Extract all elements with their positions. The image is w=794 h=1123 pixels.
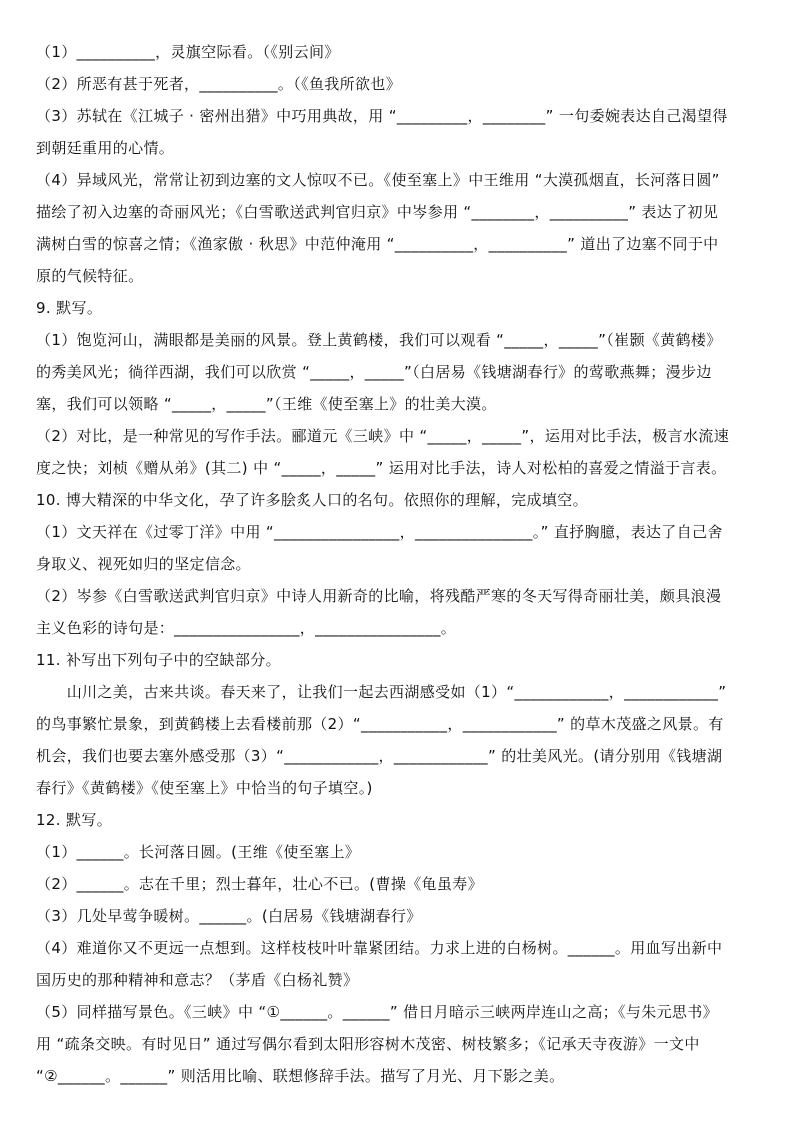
question-heading: 9. 默写。 xyxy=(36,299,103,317)
text-line: （2）______。志在千里；烈士暮年，壮心不已。(曹操《龟虽寿》 xyxy=(36,875,483,893)
text-line: 的秀美风光；徜徉西湖，我们可以欣赏 “_____，_____”（白居易《钱塘湖春行》的莺歌燕舞；漫步边 xyxy=(36,363,712,381)
text-line: （3）几处早莺争暖树。______。(白居易《钱塘湖春行》 xyxy=(36,907,422,925)
text-line: 用 “疏条交映。有时见日” 通过写偶尔看到太阳形容树木茂密、树枝繁多；《记承天寺夜游》一文中 xyxy=(36,1035,700,1053)
text-line: 描绘了初入边塞的奇丽风光；《白雪歌送武判官归京》中岑参用 “________，__________” 表达了初见 xyxy=(36,203,719,221)
text-line: （3）苏轼在《江城子 · 密州出猎》中巧用典故，用 “_________，________” 一句委婉表达自己渴望得 xyxy=(36,107,728,125)
text-line: 原的气候特征。 xyxy=(36,267,144,285)
text-line: 国历史的那种精神和意志？（茅盾《白杨礼赞》 xyxy=(36,971,359,989)
text-line: （4）异域风光，常常让初到边塞的文人惊叹不已。《使至塞上》中王维用 “大漠孤烟直，长河落日圆” xyxy=(36,171,720,189)
text-line: 塞，我们可以领略 “_____，_____”（王维《使至塞上》的壮美大漠。 xyxy=(36,395,497,413)
question-heading: 10. 博大精深的中华文化，孕了许多脍炙人口的名句。依照你的理解，完成填空。 xyxy=(36,491,588,509)
text-line: “②______。______” 则活用比喻、联想修辞手法。描写了月光、月下影之美。 xyxy=(36,1067,565,1085)
text-line: （5）同样描写景色。《三峡》中 “①______。______” 借日月暗示三峡两岸连山之高；《与朱元思书》 xyxy=(36,1003,718,1021)
text-line: 的鸟事繁忙景象，到黄鹤楼上去看楼前那（2）“___________，____________” 的草木茂盛之风景。有 xyxy=(36,715,724,733)
text-line: 机会，我们也要去塞外感受那（3）“____________，____________” 的壮美风光。(请分别用《钱塘湖 xyxy=(36,747,723,765)
question-heading: 12. 默写。 xyxy=(36,811,113,829)
question-heading: 11. 补写出下列句子中的空缺部分。 xyxy=(36,651,281,669)
text-line: （2）岑参《白雪歌送武判官归京》中诗人用新奇的比喻，将残酷严寒的冬天写得奇丽壮美，颇具浪漫 xyxy=(36,587,722,605)
text-line: （1）__________，灵旗空际看。（《别云间》 xyxy=(36,43,340,61)
text-line: 主义色彩的诗句是：________________，________________。 xyxy=(36,619,457,637)
text-line: （2）所恶有甚于死者，__________。（《鱼我所欲也》 xyxy=(36,75,402,93)
text-line: （2）对比，是一种常见的写作手法。郦道元《三峡》中 “_____，_____”，运用对比手法，极言水流速 xyxy=(36,427,730,445)
text-line: 春行》《黄鹤楼》《使至塞上》中恰当的句子填空。) xyxy=(36,779,373,797)
text-line: （1）文天祥在《过零丁洋》中用 “________________，_______________。” 直抒胸臆，表达了自己舍 xyxy=(36,523,723,541)
text-line: 到朝廷重用的心情。 xyxy=(36,139,175,157)
text-line: 身取义、视死如归的坚定信念。 xyxy=(36,555,251,573)
text-line: （1）______。长河落日圆。(王维《使至塞上》 xyxy=(36,843,361,861)
text-line: 山川之美，古来共谈。春天来了，让我们一起去西湖感受如（1）“____________，____________” xyxy=(36,683,727,701)
text-line: 度之快；刘桢《赠从弟》(其二) 中 “_____，_____” 运用对比手法，诗人对松柏的喜爱之情溢于言表。 xyxy=(36,459,727,477)
text-line: （4）难道你又不更远一点想到。这样枝枝叶叶靠紧团结。力求上进的白杨树。______。用血写出新中 xyxy=(36,939,723,957)
text-line: （1）饱览河山，满眼都是美丽的风景。登上黄鹤楼，我们可以观看 “_____，_____”（崔颢《黄鹤楼》 xyxy=(36,331,722,349)
text-line: 满树白雪的惊喜之情；《渔家傲 · 秋思》中范仲淹用 “__________，__________” 道出了边塞不同于中 xyxy=(36,235,719,253)
